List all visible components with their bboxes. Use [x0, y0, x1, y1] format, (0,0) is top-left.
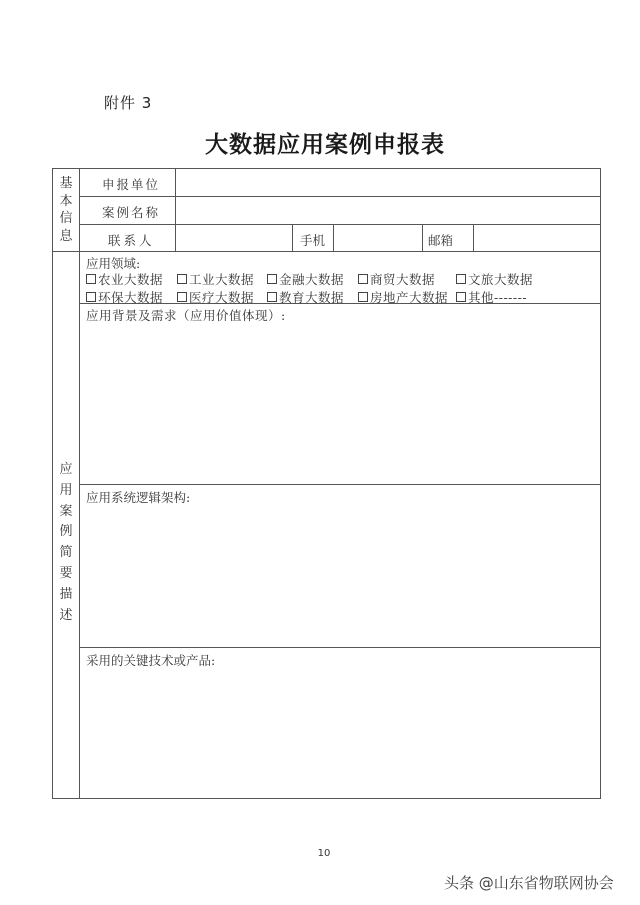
- label-char: 要: [59, 565, 73, 581]
- label-char: 描: [59, 586, 73, 602]
- key-tech-field[interactable]: [80, 668, 600, 796]
- domain-option-other[interactable]: [456, 288, 527, 306]
- phone-label: 手机: [300, 233, 326, 248]
- key-tech-label: 采用的关键技术或产品:: [86, 653, 216, 668]
- option-label: 房地产大数据: [370, 290, 449, 305]
- architecture-field[interactable]: [80, 505, 600, 645]
- label-char: 应: [59, 462, 73, 477]
- applicant-unit-field[interactable]: [176, 169, 600, 195]
- domain-option-agriculture[interactable]: [86, 270, 163, 288]
- option-label: 环保大数据: [98, 290, 164, 305]
- architecture-label: 应用系统逻辑架构:: [86, 490, 191, 505]
- label-char: 简: [59, 545, 73, 561]
- checkbox-icon[interactable]: [177, 292, 187, 302]
- page-number: 10: [317, 848, 331, 859]
- checkbox-icon[interactable]: [267, 292, 277, 302]
- option-label: 文旅大数据: [468, 272, 534, 287]
- col-divider: [292, 224, 293, 251]
- option-label: 教育大数据: [279, 290, 345, 305]
- domain-option-education[interactable]: [267, 288, 344, 306]
- domain-option-environment[interactable]: [86, 288, 163, 306]
- checkbox-icon[interactable]: [358, 274, 368, 284]
- case-description-section-label: [53, 460, 79, 626]
- page-title: 大数据应用案例申报表: [205, 131, 445, 158]
- checkbox-icon[interactable]: [177, 274, 187, 284]
- checkbox-icon[interactable]: [267, 274, 277, 284]
- contact-person-field[interactable]: [176, 225, 291, 250]
- label-char: 案: [59, 503, 73, 519]
- option-label: 其他-------: [468, 290, 528, 305]
- domain-option-finance[interactable]: [267, 270, 344, 288]
- option-label: 医疗大数据: [189, 290, 255, 305]
- label-char: 息: [59, 228, 73, 244]
- contact-person-label: 联系人: [108, 233, 155, 248]
- checkbox-icon[interactable]: [86, 274, 96, 284]
- row-divider: [79, 647, 601, 648]
- label-char: 用: [59, 482, 73, 498]
- applicant-unit-label: 申报单位: [102, 177, 161, 192]
- option-label: 商贸大数据: [370, 272, 436, 287]
- label-char: 例: [59, 524, 73, 540]
- case-name-label: 案例名称: [102, 205, 161, 220]
- option-label: 金融大数据: [279, 272, 345, 287]
- checkbox-icon[interactable]: [358, 292, 368, 302]
- domain-option-real-estate[interactable]: [358, 288, 448, 306]
- email-label: 邮箱: [428, 233, 454, 248]
- annex-label: 附件 3: [104, 94, 153, 112]
- background-field[interactable]: [80, 322, 600, 482]
- label-char: 述: [59, 607, 73, 623]
- domain-option-culture-tourism[interactable]: [456, 270, 533, 288]
- basic-info-section-label: [53, 175, 79, 245]
- row-divider: [79, 484, 601, 485]
- label-char: 本: [59, 193, 73, 209]
- label-char: 基: [59, 176, 73, 191]
- option-label: 工业大数据: [189, 272, 255, 287]
- email-field[interactable]: [474, 225, 600, 250]
- row-divider: [52, 251, 601, 252]
- checkbox-icon[interactable]: [456, 274, 466, 284]
- checkbox-icon[interactable]: [86, 292, 96, 302]
- watermark: 头条 @山东省物联网协会: [444, 874, 614, 892]
- case-name-field[interactable]: [176, 197, 600, 223]
- option-label: 农业大数据: [98, 272, 164, 287]
- application-domain-label: 应用领域:: [86, 256, 141, 271]
- col-divider: [422, 224, 423, 251]
- domain-option-medical[interactable]: [177, 288, 254, 306]
- domain-option-industry[interactable]: [177, 270, 254, 288]
- domain-option-commerce[interactable]: [358, 270, 435, 288]
- label-char: 信: [59, 211, 73, 227]
- checkbox-icon[interactable]: [456, 292, 466, 302]
- phone-field[interactable]: [334, 225, 421, 250]
- background-label: 应用背景及需求（应用价值体现）:: [86, 308, 286, 323]
